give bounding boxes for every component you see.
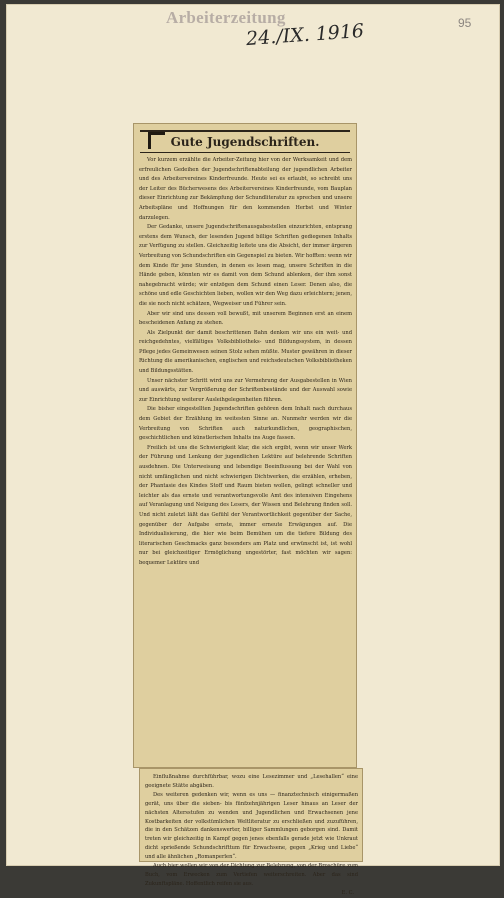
article-paragraph: Auch hier wollen wir von der Dichtung zur Belehrung, von der Broschüre zum Buch, vom Erwecken zum Vertiefen weiterschreiten. Aber das sind Zukunftspläne. Hoffentlich reifen sie aus. — [145, 863, 358, 887]
article-body — [139, 156, 352, 569]
article-paragraph: Des weiteren gedenken wir, wenn es uns — finanztechnisch einigermaßen gerät, uns über die sieben- bis fünfzehnjährigen Leser hinaus an Leser der nächsten Altersstufen zu wenden und Jugendlichen und Erwachsenen jene Kostbarkeiten der volkstümlichen Weltliteratur zu erschließen und zuzuführen, die in den Schätzen dankenswerter, billiger Sammlungen geborgen sind. Damit treten wir gleichzeitig in Kampf gegen jenes ebenfalls gerade jetzt wie Unkraut dicht sprießende Schundschrifttum für Erwachsene, gegen „Krieg und Liebe“ und alle ähnlichen „Romanperlen“. — [145, 791, 358, 861]
newspaper-stamp: Arbeiterzeitung — [166, 8, 286, 27]
article-paragraph: Vor kurzem erzählte die Arbeiter-Zeitung hier von der Werksamkeit und dem erfreulichen Gedeihen der Jugendschriftenabteilung der jugendlichen Arbeiter und des Arbeitervereines Kinderfreunde. Heute sei es erlaubt, so schreibt uns der Leiter des Bücherwesens des Arbeitervereines Kinderfreunde, vom Bauplan dieser Einrichtung zur Bekämpfung der Schundliteratur zu sprechen und unsere Arbeitspläne und Hoffnungen für den kommenden Herbst und Winter darzulegen. — [139, 157, 352, 221]
handwritten-date: 24./IX. 1916 — [245, 19, 365, 51]
article-paragraph: Als Zielpunkt der damit beschrittenen Bahn denken wir uns ein weit- und reichgedehntes, vielfältiges Volksbibliotheks- und Bildungssystem, in dessen Pflege jedes Gemeinwesen seinen Stolz sehen müßte. Muster gewähren in dieser Richtung die amerikanischen, englischen und reichsdeutschen Volksbibliotheken und Bildungsstätten. — [139, 329, 352, 375]
article-paragraph: Unser nächster Schritt wird uns zur Vermehrung der Ausgabestellen in Wien und auswärts, zur Vergrößerung der Schriftenbestände und der Auswahl sowie zur Einrichtung weiterer Ausleihgelegenheiten führen. — [139, 377, 352, 403]
article-paragraph: Der Gedanke, unsere Jugendschriftenausgabestellen einzurichten, entsprang erstens dem Wunsch, der lesenden Jugend billige Schriften gediegenen Inhalts zur Verfügung zu stellen. Gleichzeitig leitete uns die Absicht, der immer ärgeren Verbreitung von Schundschriften ein Gegenspiel zu bieten. Wir hofften: wenn wir dem Kinde für jene Stunden, in denen es lesen mag, unsere Schriften in die Hände geben, könnten wir es damit von dem Schund ablenken, der ihm sonst nahegebracht würde; wir entzögen dem Schund einen Leser. Denen also, die schöne und edle Geschichten lieben, wollen wir den Weg dazu erleichtern; jenen, die sie noch nicht schätzen, Wegweiser und Führer sein. — [139, 224, 352, 307]
article-paragraph: Einflußnahme durchführbar, wozu eine Lesezimmer und „Lesehallen“ eine geeignete Stätte abgäben. — [145, 774, 358, 789]
article-clipping-continuation — [140, 769, 362, 896]
article-paragraph: Die bisher eingestellten Jugendschriften gehören dem Inhalt nach durchaus dem Gebiet der Erzählung im weitesten Sinne an. Nunmehr werden wir die Verbreitung von Schriften auch naturkundlichen, geographischen, geschichtlichen und künstlerischen Inhalts ins Auge fassen. — [139, 406, 352, 442]
article-paragraph: Aber wir sind uns dessen voll bewußt, mit unserem Beginnen erst an einem bescheidenen Anfang zu stehen. — [139, 310, 352, 327]
article-continuation — [145, 773, 358, 898]
article-paragraph: Freilich ist uns die Schwierigkeit klar, die sich ergibt, wenn wir unser Werk der Führung und Lenkung der jugendlichen Lektüre auf belehrende Schriften ausdehnen. Die Unterweisung und lebendige Beeinflussung bei der Wahl von nicht umfänglichen und nicht schwierigen Dichtwerken, die erzählen, erheben, der Phantasie des Kindes Stoff und Raum bieten wollen, gelingt schneller und leichter als das ernste und verantwortungsvolle Amt des intensiven Eingehens auf Veranlagung und Neigung des Lesers, der Wissen und Belehrung finden soll. Und nicht zuletzt läßt das Gefühl der Verantwortlichkeit gegenüber der Sache, gegenüber der Aufgabe ernste, immer erneute Erwägungen auf. Die Individualisierung, die hier wie beim Bemühen um die tiefere Bildung des literarischen Geschmacks ganz besonders am Platz und erwünscht ist, ist wohl nur bei gleichzeitiger Ermöglichung ungestörter, fast möchten wir sagen: bequemer Lektüre und — [139, 444, 352, 566]
article-signature: E. C. — [341, 889, 354, 896]
article-title: Gute Jugendschriften. — [140, 130, 350, 153]
archive-number: 95 — [458, 16, 472, 30]
article-clipping-main — [134, 124, 356, 767]
